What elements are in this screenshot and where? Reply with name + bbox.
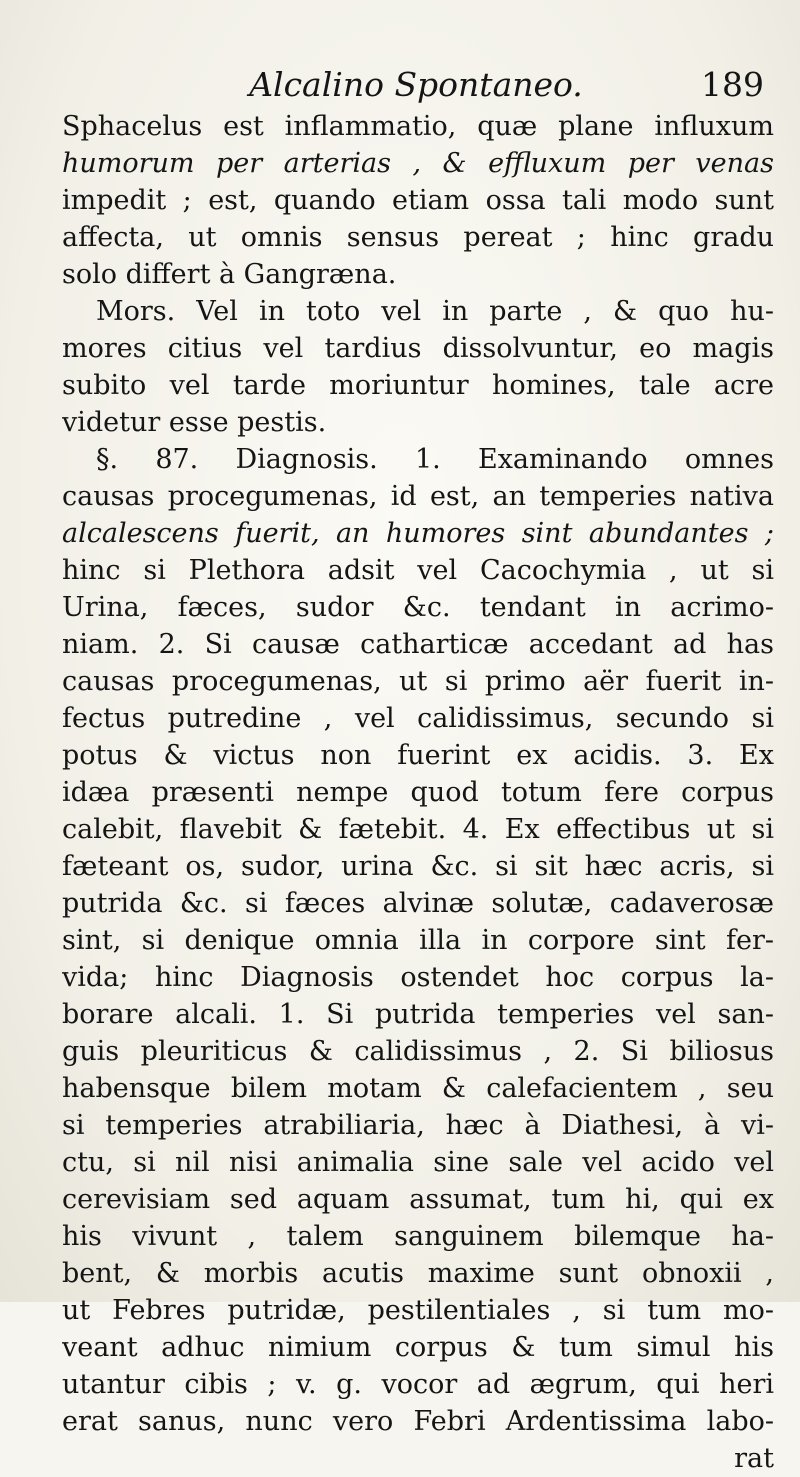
text-line: guis pleuriticus & calidissimus , 2. Si biliosus xyxy=(62,1036,774,1067)
page-number: 189 xyxy=(701,65,764,104)
text-line: Mors. Vel in toto vel in parte , & quo hu- xyxy=(96,296,774,327)
running-head xyxy=(62,62,770,108)
text-body xyxy=(62,108,774,1477)
text-line: Sphacelus est inflammatio, quæ plane influxum xyxy=(62,111,774,142)
text-line: causas procegumenas, ut si primo aër fuerit in- xyxy=(62,666,774,697)
running-title: Alcalino Spontaneo. xyxy=(249,65,583,104)
text-line: potus & victus non fuerint ex acidis. 3. Ex xyxy=(62,740,774,771)
text-line: putrida &c. si fæces alvinæ solutæ, cadaverosæ xyxy=(62,888,774,919)
text-line: bent, & morbis acutis maxime sunt obnoxii , xyxy=(62,1258,774,1289)
text-line: fæteant os, sudor, urina &c. si sit hæc acris, si xyxy=(62,851,774,882)
text-line: rat xyxy=(734,1443,774,1474)
text-line: affecta, ut omnis sensus pereat ; hinc gradu xyxy=(62,222,774,253)
text-line: niam. 2. Si causæ catharticæ accedant ad has xyxy=(62,629,774,660)
text-line: si temperies atrabiliaria, hæc à Diathesi, à vi- xyxy=(62,1110,774,1141)
text-line: ctu, si nil nisi animalia sine sale vel acido vel xyxy=(62,1147,774,1178)
text-line: habensque bilem motam & calefacientem , seu xyxy=(62,1073,774,1104)
text-line: subito vel tarde moriuntur homines, tale acre xyxy=(62,370,774,401)
text-line: borare alcali. 1. Si putrida temperies vel san- xyxy=(62,999,774,1030)
text-line: erat sanus, nunc vero Febri Ardentissima labo- xyxy=(62,1406,774,1437)
text-line: impedit ; est, quando etiam ossa tali modo sunt xyxy=(62,185,774,216)
text-line: vida; hinc Diagnosis ostendet hoc corpus la- xyxy=(62,962,774,993)
text-line: §. 87. Diagnosis. 1. Examinando omnes xyxy=(96,444,774,475)
text-line: causas procegumenas, id est, an temperies nativa xyxy=(62,481,774,512)
text-line: humorum per arterias , & effluxum per venas xyxy=(62,148,774,179)
text-line: Urina, fæces, sudor &c. tendant in acrimo- xyxy=(62,592,774,623)
text-line: mores citius vel tardius dissolvuntur, eo magis xyxy=(62,333,774,364)
text-line: cerevisiam sed aquam assumat, tum hi, qui ex xyxy=(62,1184,774,1215)
text-line: his vivunt , talem sanguinem bilemque ha- xyxy=(62,1221,774,1252)
text-line: ut Febres putridæ, pestilentiales , si tum mo- xyxy=(62,1295,774,1326)
text-line: sint, si denique omnia illa in corpore sint fer- xyxy=(62,925,774,956)
text-line: veant adhuc nimium corpus & tum simul his xyxy=(62,1332,774,1363)
text-line: calebit, flavebit & fætebit. 4. Ex effectibus ut si xyxy=(62,814,774,845)
text-line: utantur cibis ; v. g. vocor ad ægrum, qui heri xyxy=(62,1369,774,1400)
text-line: idæa præsenti nempe quod totum fere corpus xyxy=(62,777,774,808)
text-line: videtur esse pestis. xyxy=(62,407,327,438)
text-line: solo differt à Gangræna. xyxy=(62,259,397,290)
text-line: hinc si Plethora adsit vel Cacochymia , ut si xyxy=(62,555,774,586)
text-line: fectus putredine , vel calidissimus, secundo si xyxy=(62,703,774,734)
text-line: alcalescens fuerit, an humores sint abundantes ; xyxy=(62,518,774,549)
